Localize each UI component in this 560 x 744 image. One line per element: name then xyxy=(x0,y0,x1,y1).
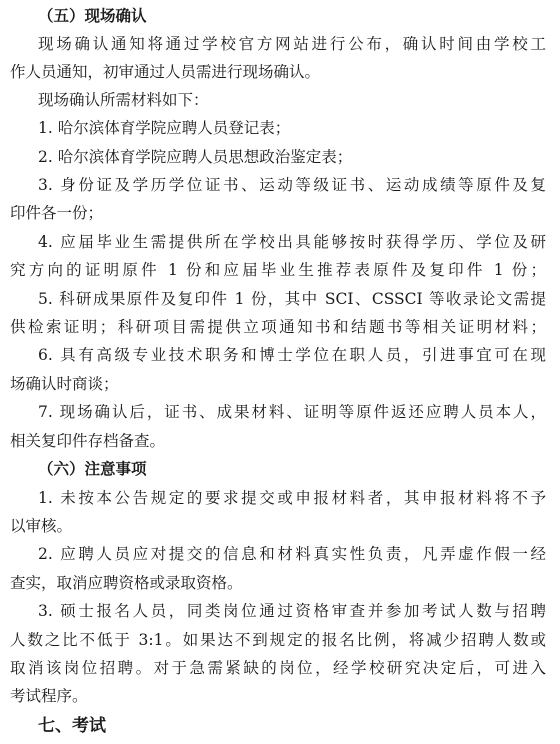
list-item-cont: 考试程序。 xyxy=(10,687,88,705)
list-item: 4. 应届毕业生需提供所在学校出具能够按时获得学历、学位及研 xyxy=(38,233,546,251)
list-item: 2. 哈尔滨体育学院应聘人员思想政治鉴定表； xyxy=(38,148,353,166)
list-item-cont: 以审核。 xyxy=(10,517,73,535)
list-item-cont: 相关复印件存档备查。 xyxy=(10,432,166,450)
list-item: 3. 硕士报名人员，同类岗位通过资格审查并参加考试人数与招聘 xyxy=(38,602,546,620)
list-item-cont: 取消该岗位招聘。对于急需紧缺的岗位，经学校研究决定后，可进入 xyxy=(10,659,546,677)
paragraph-line: 现场确认通知将通过学校官方网站进行公布，确认时间由学校工 xyxy=(38,35,546,53)
paragraph-line: 作人员通知，初审通过人员需进行现场确认。 xyxy=(10,63,321,81)
list-item: 3. 身份证及学历学位证书、运动等级证书、运动成绩等原件及复 xyxy=(38,176,546,194)
list-item: 6. 具有高级专业技术职务和博士学位在职人员，引进事宜可在现 xyxy=(38,346,546,364)
list-item: 7. 现场确认后，证书、成果材料、证明等原件返还应聘人员本人， xyxy=(38,403,546,421)
list-item-cont: 人数之比不低于 3:1。如果达不到规定的报名比例，将减少招聘人数或 xyxy=(10,631,546,649)
list-item-cont: 印件各一份； xyxy=(10,204,104,222)
paragraph-line: 现场确认所需材料如下： xyxy=(38,91,209,109)
subsection-heading-notes: （六）注意事项 xyxy=(38,459,147,478)
list-item: 1. 哈尔滨体育学院应聘人员登记表； xyxy=(38,119,291,137)
list-item: 2. 应聘人员应对提交的信息和材料真实性负责，凡弄虚作假一经 xyxy=(38,545,546,563)
section-heading-exam: 七、考试 xyxy=(38,716,106,736)
list-item-cont: 供检索证明；科研项目需提供立项通知书和结题书等相关证明材料； xyxy=(10,318,546,336)
list-item-cont: 究方向的证明原件 1 份和应届毕业生推荐表原件及复印件 1 份； xyxy=(10,261,546,279)
list-item-cont: 查实，取消应聘资格或录取资格。 xyxy=(10,574,243,592)
subsection-heading-on-site-confirmation: （五）现场确认 xyxy=(38,6,147,25)
list-item-cont: 场确认时商谈； xyxy=(10,375,119,393)
list-item: 5. 科研成果原件及复印件 1 份，其中 SCI、CSSCI 等收录论文需提 xyxy=(38,290,546,308)
list-item: 1. 未按本公告规定的要求提交或申报材料者，其申报材料将不予 xyxy=(38,489,546,507)
